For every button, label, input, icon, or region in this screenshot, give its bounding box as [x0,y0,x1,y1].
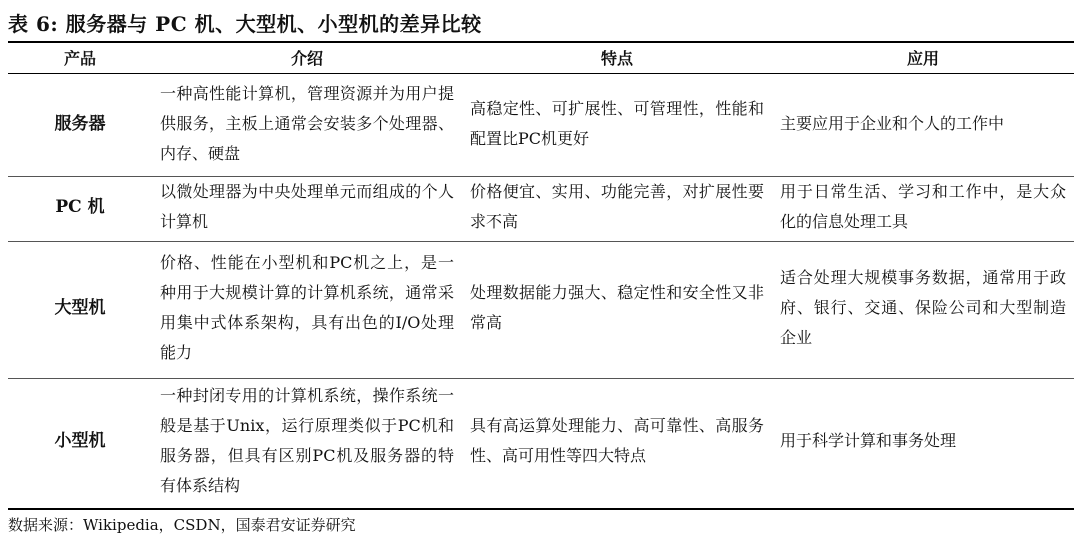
cell-intro: 以微处理器为中央处理单元而组成的个人计算机 [160,182,454,231]
header-intro: 介绍 [290,48,323,68]
table-bottom-rule [8,508,1074,510]
header-application: 应用 [906,48,939,68]
cell-features: 价格便宜、实用、功能完善，对扩展性要求不高 [470,182,764,231]
header-row [8,41,1074,73]
row-divider [8,378,1074,379]
cell-features: 处理数据能力强大、稳定性和安全性又非常高 [470,282,764,332]
cell-intro: 一种封闭专用的计算机系统，操作系统一般是基于Unix，运行原理类似于PC机和服务器，但具有区别PC机及服务器的特有体系结构 [160,386,454,495]
cell-application: 用于科学计算和事务处理 [780,431,957,450]
row-divider [8,176,1074,177]
cell-application: 主要应用于企业和个人的工作中 [780,114,1005,133]
cell-intro: 一种高性能计算机，管理资源并为用户提供服务，主板上通常会安装多个处理器、内存、硬盘 [160,84,454,163]
cell-features: 具有高运算处理能力、高可靠性、高服务性、高可用性等四大特点 [470,416,764,465]
table-row [8,239,1074,376]
cell-application: 适合处理大规模事务数据，通常用于政府、银行、交通、保险公司和大型制造企业 [780,267,1066,347]
table-title: 表 6: 服务器与 PC 机、大型机、小型机的差异比较 [8,12,482,36]
comparison-table [8,41,1074,506]
header-rule [8,73,1074,74]
cell-product: 大型机 [54,297,106,318]
cell-product: 小型机 [54,431,106,451]
cell-application: 用于日常生活、学习和工作中，是大众化的信息处理工具 [780,182,1066,231]
source-note: 数据来源：Wikipedia，CSDN，国泰君安证券研究 [8,516,356,534]
cell-product: 服务器 [54,114,106,134]
row-divider [8,241,1074,242]
table-row [8,73,1074,175]
table-row [8,376,1074,506]
header-features: 特点 [600,48,633,68]
cell-features: 高稳定性、可扩展性、可管理性，性能和配置比PC机更好 [470,99,764,148]
table-row [8,175,1074,239]
header-product: 产品 [63,48,96,68]
cell-product: PC 机 [55,197,105,217]
cell-intro: 价格、性能在小型机和PC机之上，是一种用于大规模计算的计算机系统，通常采用集中式体系架构，具有出色的I/O处理能力 [160,252,454,362]
